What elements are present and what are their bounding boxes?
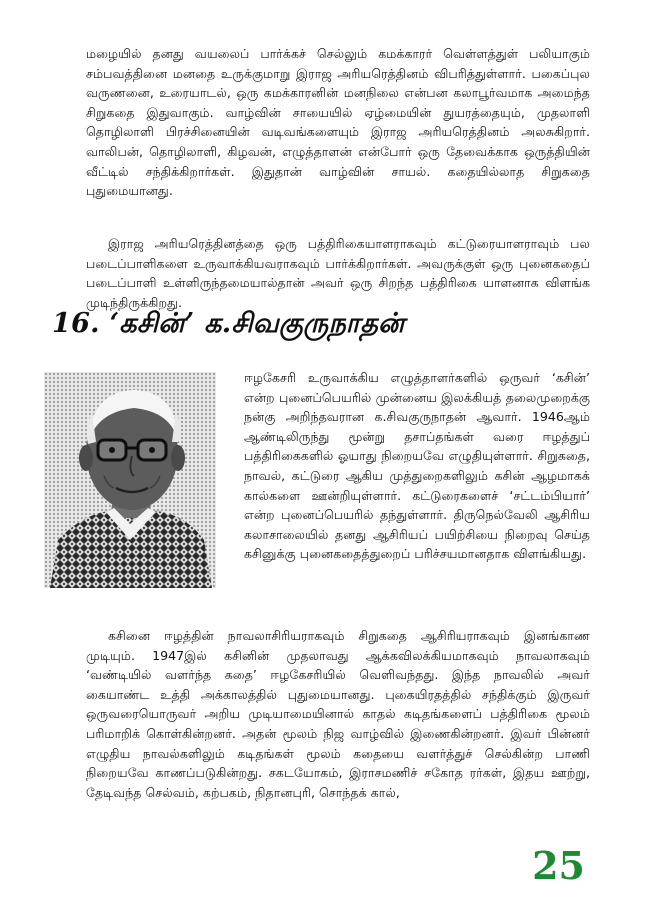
paragraph-1: மழையில் தனது வயலைப் பார்க்கச் செல்லும் கமக்காரர் வெள்ளத்துள் பலியாகும் சம்பவத்தினை மனதை உருக்குமாறு இராஜ அரியரெத்தினம் விபரித்துள்ளார். பகைப்புல வருணனை, உரையாடல், ஒரு கமக்காரனின் மனநிலை என்பன கலாபூர்வமாக அமைந்த சிறுகதை இதுவாகும். வாழ்வின் சாயையில் ஏழ்மையின் துயரத்தையும், முதலாளி தொழிலாளி பிரச்சினையின் வடிவங்களையும் இராஜ அரியரெத்தினம் அலசுகிறார். வாலிபன், தொழிலாளி, கிழவன், எழுத்தாளன் என்போர் ஒரு தேவைக்காக ஒருத்தியின் வீட்டில் சந்திக்கிறார்கள். இதுதான் வாழ்வின் சாயல். கதையில்லாத சிறுகதை புதுமையானது. <box>86 46 590 199</box>
author-portrait <box>44 372 216 588</box>
paragraph-2: இராஜ அரியரெத்தினத்தை ஒரு பத்திரிகையாளராகவும் கட்டுரையாளராவும் பல படைப்பாளிகளை உருவாக்கியவராகவும் பார்க்கிறார்கள். அவருக்குள் ஒரு புனைகதைப் படைப்பாளி உள்ளிருந்தமையால்தான் அவர் ஒரு சிறந்த பத்திரிகை யாளனாக விளங்க முடிந்திருக்கிறது. <box>86 236 590 310</box>
page-number: 25 <box>532 843 585 888</box>
author-bio: ஈழகேசரி உருவாக்கிய எழுத்தாளர்களில் ஒருவர் ‘கசின்’ என்ற புனைப்பெயரில் முன்னைய இலக்கியத் தலைமுறைக்கு நன்கு அறிந்தவரான க.சிவகுருநாதன் ஆவார். 1946ஆம் ஆண்டிலிருந்து மூன்று தசாப்தங்கள் வரை ஈழத்துப் பத்திரிகைகளில் ஓயாது நிறையவே எழுதியுள்ளார். சிறுகதை, நாவல், கட்டுரை ஆகிய முத்துறைகளிலும் கசின் ஆழமாகக் கால்களை ஊன்றியுள்ளார். கட்டுரைகளைச் ‘சட்டம்பியார்’ என்ற புனைப்பெயரில் தந்துள்ளார். திருநெல்வேலி ஆசிரிய கலாசாலையில் தனது ஆசிரியப் பயிற்சியை நிறைவு செய்த கசினுக்கு புனைகதைத்துறைப் பரிச்சயமானதாக விளங்கியது. <box>244 370 590 562</box>
section-heading: 16. ‘கசின்’ க.சிவகுருநாதன் <box>52 308 405 339</box>
portrait-image <box>44 372 216 588</box>
paragraph-3: கசினை ஈழத்தின் நாவலாசிரியராகவும் சிறுகதை ஆசிரியராகவும் இனங்காண முடியும். 1947இல் கசினின் முதலாவது ஆக்கவிலக்கியமாகவும் நாவலாகவும் ‘வண்டியில் வளர்ந்த கதை’ ஈழகேசரியில் வெளிவந்தது. இந்த நாவலில் அவர் கையாண்ட உத்தி அக்காலத்தில் புதுமையானது. புகையிரதத்தில் சந்திக்கும் இருவர் ஒருவரையொருவர் அறிய முடியாமையினால் காதல் கடிதங்களைப் பத்திரிகை மூலம் பரிமாறிக் கொள்கின்றனர். அதன் மூலம் நிஜ வாழ்வில் இணைகின்றனர். இவர் பின்னர் எழுதிய நாவல்களிலும் கடிதங்கள் மூலம் கதையை வளர்த்துச் செல்கின்ற பாணி நிறையவே காணப்படுகின்றது. சகடயோகம், இராசமணிச் சகோத ரர்கள், இதய ஊற்று, தேடிவந்த செல்வம், கற்பகம், நிதானபுரி, சொந்தக் கால், <box>86 628 590 800</box>
